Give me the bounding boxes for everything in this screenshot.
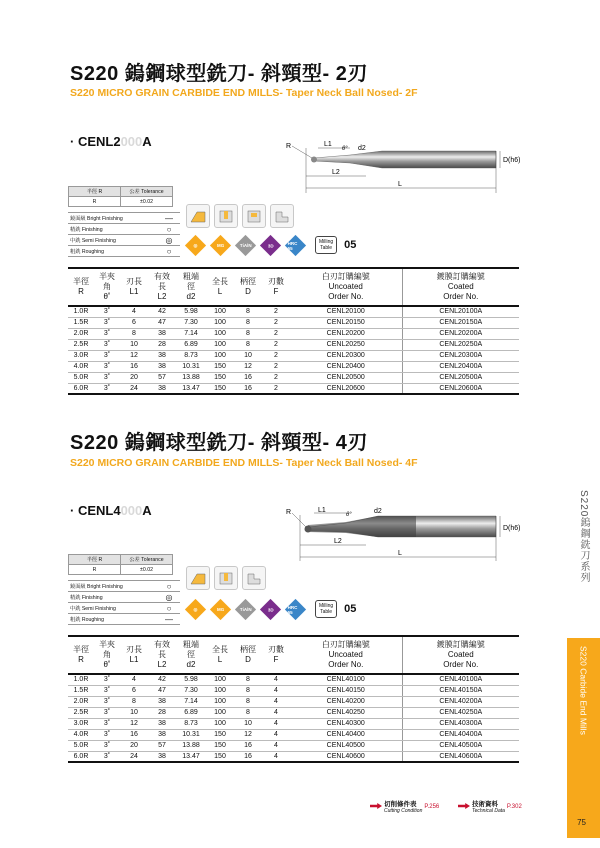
table-cell: 8 [234, 339, 262, 350]
profile-milling-icon [186, 566, 210, 590]
tool-drawing [286, 505, 526, 563]
finishing-table: 鏡面級 Bright Finishing — 精銑 Finishing ○ 中銑 Semi Finishing ◎ 粗銑 Roughing ○ [68, 212, 180, 257]
label-l: L [398, 181, 402, 188]
table-cell: CENL40300A [402, 718, 519, 729]
page-number: 75 [577, 818, 586, 827]
arrow-right-icon [458, 803, 470, 809]
table-cell: 4 [262, 718, 290, 729]
table-cell: 5.98 [176, 306, 206, 317]
table-row [68, 729, 519, 740]
table-cell: 3˚ [94, 361, 120, 372]
mg-grade-icon: MG [210, 598, 231, 619]
table-cell: 6.0R [68, 383, 94, 394]
table-cell: 4 [262, 674, 290, 685]
application-icons [186, 204, 294, 228]
table-cell: CENL20500 [290, 372, 402, 383]
table-cell: 2 [262, 328, 290, 339]
application-icons [186, 566, 266, 590]
table-cell: 57 [148, 372, 176, 383]
table-cell: 3˚ [94, 685, 120, 696]
model-code: · CENL2000A [70, 134, 152, 149]
table-cell: 4 [120, 674, 148, 685]
table-cell: 7.30 [176, 685, 206, 696]
table-cell: 4 [262, 729, 290, 740]
table-row [68, 740, 519, 751]
table-cell: 3˚ [94, 674, 120, 685]
table-cell: 16 [120, 361, 148, 372]
table-cell: 3˚ [94, 339, 120, 350]
table-cell: 38 [148, 696, 176, 707]
table-cell: 47 [148, 685, 176, 696]
table-cell: 2.0R [68, 696, 94, 707]
arrow-right-icon [370, 803, 382, 809]
table-cell: 38 [148, 729, 176, 740]
table-cell: CENL20150A [402, 317, 519, 328]
label-l2: L2 [332, 169, 340, 176]
table-cell: 38 [148, 350, 176, 361]
table-cell: 2 [262, 306, 290, 317]
table-cell: 10 [120, 339, 148, 350]
table-cell: CENL20200A [402, 328, 519, 339]
spec-icons [188, 600, 356, 618]
table-cell: 4 [120, 306, 148, 317]
table-row [68, 383, 519, 394]
table-cell: 100 [206, 707, 234, 718]
table-cell: 10 [234, 350, 262, 361]
table-cell: 4 [262, 696, 290, 707]
label-dh6: D(h6) [503, 525, 521, 532]
table-row [68, 718, 519, 729]
pocket-milling-icon [242, 204, 266, 228]
label-l: L [398, 550, 402, 557]
table-cell: 2 [262, 350, 290, 361]
table-cell: CENL20600A [402, 383, 519, 394]
label-r: R [286, 143, 292, 150]
table-row [68, 751, 519, 762]
model-code: · CENL4000A [70, 503, 152, 518]
table-cell: 1.5R [68, 317, 94, 328]
label-l1: L1 [324, 141, 332, 148]
table-cell: 8 [120, 328, 148, 339]
table-row [68, 372, 519, 383]
table-cell: CENL20250A [402, 339, 519, 350]
shoulder-milling-icon [270, 204, 294, 228]
3d-icon: 3D [260, 234, 281, 255]
table-cell: 100 [206, 350, 234, 361]
table-cell: CENL40400A [402, 729, 519, 740]
table-cell: 28 [148, 707, 176, 718]
table-cell: 5.98 [176, 674, 206, 685]
table-cell: 150 [206, 751, 234, 762]
table-cell: 3˚ [94, 751, 120, 762]
table-cell: 100 [206, 674, 234, 685]
ball-nose-icon: ◎ [185, 598, 206, 619]
table-cell: 42 [148, 674, 176, 685]
table-cell: CENL40150A [402, 685, 519, 696]
table-cell: 12 [120, 718, 148, 729]
table-cell: CENL20400A [402, 361, 519, 372]
label-d2: d2 [358, 145, 366, 152]
table-cell: CENL40500 [290, 740, 402, 751]
table-cell: 4 [262, 740, 290, 751]
spec-icons [188, 236, 356, 254]
table-cell: 1.0R [68, 306, 94, 317]
table-cell: 2 [262, 317, 290, 328]
table-cell: CENL20100A [402, 306, 519, 317]
table-cell: 100 [206, 317, 234, 328]
tolerance-table: 半徑 R 公差 Tolerance R ±0.02 [68, 186, 173, 207]
section-title: S220 鎢鋼球型銑刀- 斜頸型- 2刃 [70, 63, 368, 85]
table-cell: CENL40400 [290, 729, 402, 740]
label-d2: d2 [374, 508, 382, 515]
table-cell: 12 [120, 350, 148, 361]
table-cell: 20 [120, 740, 148, 751]
table-cell: CENL20150 [290, 317, 402, 328]
section-subtitle: S220 MICRO GRAIN CARBIDE END MILLS- Taper Neck Ball Nosed- 4F [70, 457, 418, 469]
table-cell: CENL40150 [290, 685, 402, 696]
section-subtitle: S220 MICRO GRAIN CARBIDE END MILLS- Taper Neck Ball Nosed- 2F [70, 87, 418, 99]
table-cell: 13.88 [176, 740, 206, 751]
table-cell: 3˚ [94, 729, 120, 740]
label-r: R [286, 509, 292, 516]
table-row [68, 685, 519, 696]
flute-count-number: 05 [344, 603, 357, 615]
table-row [68, 306, 519, 317]
table-cell: 28 [148, 339, 176, 350]
table-cell: CENL40300 [290, 718, 402, 729]
table-cell: 6.89 [176, 339, 206, 350]
mg-grade-icon: MG [210, 234, 231, 255]
table-cell: CENL40100 [290, 674, 402, 685]
table-cell: 24 [120, 751, 148, 762]
table-cell: 5.0R [68, 372, 94, 383]
table-cell: 20 [120, 372, 148, 383]
table-cell: 3.0R [68, 718, 94, 729]
profile-milling-icon [186, 204, 210, 228]
table-cell: 150 [206, 729, 234, 740]
table-cell: 4 [262, 685, 290, 696]
table-cell: 2.0R [68, 328, 94, 339]
label-l1: L1 [318, 507, 326, 514]
table-cell: 6 [120, 685, 148, 696]
table-cell: CENL20300 [290, 350, 402, 361]
table-cell: 2 [262, 372, 290, 383]
table-cell: 12 [234, 729, 262, 740]
table-cell: 7.14 [176, 328, 206, 339]
table-row [68, 707, 519, 718]
table-row [68, 317, 519, 328]
milling-table-icon: Milling Table [315, 236, 337, 254]
tool-drawing [286, 138, 526, 194]
table-cell: 150 [206, 740, 234, 751]
table-cell: CENL20200 [290, 328, 402, 339]
cutting-condition-link[interactable]: 切削條件表 Cutting Condition P.256 [370, 801, 439, 814]
table-cell: 100 [206, 339, 234, 350]
table-cell: 2 [262, 361, 290, 372]
section-title: S220 鎢鋼球型銑刀- 斜頸型- 4刃 [70, 432, 368, 454]
spec-table: 半徑 R 半夾 角 θ˚ 刃長 L1 有效 長 L2 粗端 徑 d2 全長 L 柄徑 D 刃數 F 白刃訂購編號 Uncoated Order No. 鍍膜訂購編號 Coated Order No. 1.0R 3˚ 4 42 5.98 100 8 2 CENL20100 CENL20100A 1.5R 3˚ 6 47 7.30 100 8 2 CENL20150 CENL20150A 2.0R 3˚ 8 38 7.14 100 8 2 CENL20200 CENL20200A 2.5R 3˚ 10 28 6.89 100 8 2 CENL20250 CENL20250A 3.0R 3˚ 12 38 8.73 100 10 2 CENL20300 CENL20300A 4.0R 3˚ 16 38 10.31 150 12 2 CENL20400 CENL20400A 5.0R 3˚ 20 57 13.88 150 16 2 CENL20500 CENL20500A 6.0R 3˚ 24 38 13.47 150 16 2 CENL20600 CENL20600A [68, 267, 519, 395]
3d-icon: 3D [260, 598, 281, 619]
table-cell: CENL40100A [402, 674, 519, 685]
table-cell: CENL20400 [290, 361, 402, 372]
table-cell: 6 [120, 317, 148, 328]
table-cell: CENL40600 [290, 751, 402, 762]
table-cell: 8.73 [176, 718, 206, 729]
series-side-label: S220鎢鋼銑刀系列 [578, 490, 589, 584]
label-theta: θ° [342, 146, 348, 152]
tialn-coating-icon: TiAlN [235, 234, 256, 255]
technical-data-link[interactable]: 技術資料 Technical Data P.302 [458, 801, 522, 814]
table-cell: 3˚ [94, 718, 120, 729]
table-cell: CENL20100 [290, 306, 402, 317]
table-cell: 47 [148, 317, 176, 328]
label-l2: L2 [334, 538, 342, 545]
label-theta: θ° [346, 512, 352, 518]
table-cell: 150 [206, 361, 234, 372]
table-cell: CENL40500A [402, 740, 519, 751]
table-cell: 16 [120, 729, 148, 740]
slot-milling-icon [214, 204, 238, 228]
table-cell: CENL40250A [402, 707, 519, 718]
table-cell: 8 [234, 328, 262, 339]
table-cell: 1.5R [68, 685, 94, 696]
table-cell: 8 [234, 317, 262, 328]
finishing-table: 鏡面級 Bright Finishing ○ 精銑 Finishing ◎ 中銑 Semi Finishing ○ 粗銑 Roughing — [68, 580, 180, 625]
table-cell: 1.0R [68, 674, 94, 685]
table-cell: 3˚ [94, 350, 120, 361]
table-cell: 24 [120, 383, 148, 394]
table-cell: 3.0R [68, 350, 94, 361]
tialn-coating-icon: TiAlN [235, 598, 256, 619]
table-cell: 6.0R [68, 751, 94, 762]
table-cell: 3˚ [94, 696, 120, 707]
table-cell: 13.47 [176, 751, 206, 762]
table-cell: CENL20250 [290, 339, 402, 350]
table-cell: 38 [148, 751, 176, 762]
flute-count-number: 05 [344, 239, 357, 251]
table-cell: 3˚ [94, 372, 120, 383]
table-cell: 8 [234, 685, 262, 696]
table-cell: 3˚ [94, 328, 120, 339]
table-cell: 2.5R [68, 339, 94, 350]
ball-nose-icon: ◎ [185, 234, 206, 255]
table-cell: 4 [262, 751, 290, 762]
table-cell: 38 [148, 361, 176, 372]
table-cell: 6.89 [176, 707, 206, 718]
table-cell: 16 [234, 751, 262, 762]
table-row [68, 361, 519, 372]
hrc-icon: HRC 55 [285, 598, 306, 619]
slot-milling-icon [214, 566, 238, 590]
table-cell: 100 [206, 328, 234, 339]
table-row [68, 328, 519, 339]
hrc-icon: HRC 55 [285, 234, 306, 255]
table-cell: 57 [148, 740, 176, 751]
table-cell: 2.5R [68, 707, 94, 718]
table-cell: 3˚ [94, 306, 120, 317]
spec-table: 半徑 R 半夾 角 θ˚ 刃長 L1 有效 長 L2 粗端 徑 d2 全長 L 柄徑 D 刃數 F 白刃訂購編號 Uncoated Order No. 鍍膜訂購編號 Coated Order No. 1.0R 3˚ 4 42 5.98 100 8 4 CENL40100 CENL40100A 1.5R 3˚ 6 47 7.30 100 8 4 CENL40150 CENL40150A 2.0R 3˚ 8 38 7.14 100 8 4 CENL40200 CENL40200A 2.5R 3˚ 10 28 6.89 100 8 4 CENL40250 CENL40250A 3.0R 3˚ 12 38 8.73 100 10 4 CENL40300 CENL40300A 4.0R 3˚ 16 38 10.31 150 12 4 CENL40400 CENL40400A 5.0R 3˚ 20 57 13.88 150 16 4 CENL40500 CENL40500A 6.0R 3˚ 24 38 13.47 150 16 4 CENL40600 CENL40600A [68, 635, 519, 763]
series-side-tab: S220 Carbide End Mills [567, 638, 600, 838]
table-cell: 4 [262, 707, 290, 718]
table-cell: 13.88 [176, 372, 206, 383]
table-cell: 7.14 [176, 696, 206, 707]
table-cell: 8 [234, 707, 262, 718]
tolerance-table: 半徑 R 公差 Tolerance R ±0.02 [68, 554, 173, 575]
table-cell: 8 [234, 306, 262, 317]
table-cell: 8 [234, 674, 262, 685]
table-cell: 100 [206, 718, 234, 729]
table-cell: 100 [206, 306, 234, 317]
table-cell: 10 [120, 707, 148, 718]
table-cell: 150 [206, 383, 234, 394]
table-cell: 16 [234, 372, 262, 383]
table-cell: CENL20500A [402, 372, 519, 383]
table-row [68, 674, 519, 685]
table-cell: 38 [148, 383, 176, 394]
table-cell: 10.31 [176, 729, 206, 740]
table-cell: 4.0R [68, 361, 94, 372]
table-cell: 4.0R [68, 729, 94, 740]
table-cell: 3˚ [94, 383, 120, 394]
table-cell: 8 [234, 696, 262, 707]
table-row [68, 350, 519, 361]
table-cell: 10.31 [176, 361, 206, 372]
table-cell: CENL40250 [290, 707, 402, 718]
table-cell: 38 [148, 718, 176, 729]
table-cell: 100 [206, 696, 234, 707]
table-cell: 13.47 [176, 383, 206, 394]
table-row [68, 339, 519, 350]
table-cell: 150 [206, 372, 234, 383]
table-cell: 38 [148, 328, 176, 339]
table-cell: 2 [262, 339, 290, 350]
table-cell: 10 [234, 718, 262, 729]
table-cell: CENL40600A [402, 751, 519, 762]
table-cell: 2 [262, 383, 290, 394]
shoulder-milling-icon [242, 566, 266, 590]
milling-table-icon: Milling Table [315, 600, 337, 618]
table-cell: 3˚ [94, 740, 120, 751]
table-cell: 8 [120, 696, 148, 707]
table-cell: 3˚ [94, 707, 120, 718]
table-cell: CENL40200 [290, 696, 402, 707]
table-cell: 16 [234, 740, 262, 751]
table-cell: 100 [206, 685, 234, 696]
table-cell: 8.73 [176, 350, 206, 361]
table-cell: CENL20300A [402, 350, 519, 361]
table-cell: CENL40200A [402, 696, 519, 707]
table-cell: 16 [234, 383, 262, 394]
table-cell: 7.30 [176, 317, 206, 328]
table-cell: 42 [148, 306, 176, 317]
table-cell: 5.0R [68, 740, 94, 751]
table-cell: CENL20600 [290, 383, 402, 394]
table-cell: 12 [234, 361, 262, 372]
table-cell: 3˚ [94, 317, 120, 328]
table-row [68, 696, 519, 707]
label-dh6: D(h6) [503, 157, 521, 164]
